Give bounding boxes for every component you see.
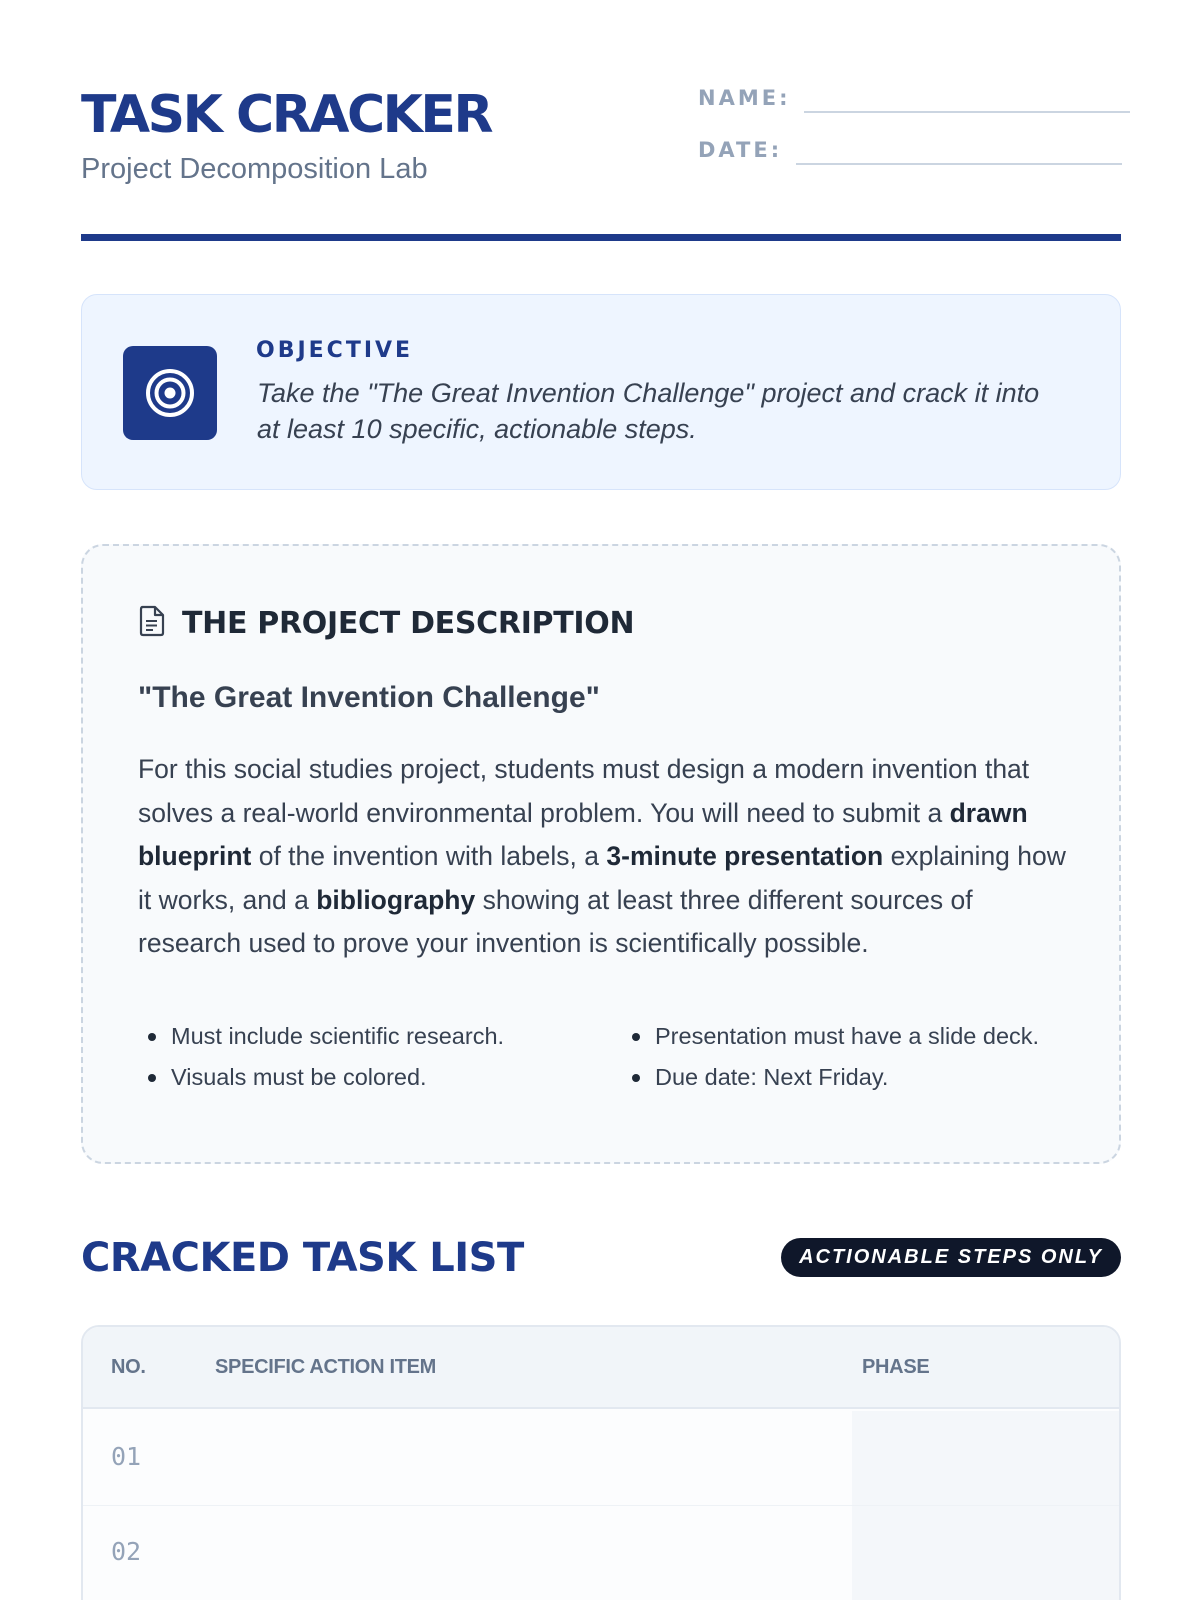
worksheet-subtitle: Project Decomposition Lab	[81, 153, 428, 185]
project-name: "The Great Invention Challenge"	[138, 681, 600, 714]
project-description-header	[138, 605, 634, 642]
date-label: DATE:	[698, 138, 783, 162]
objective-heading: OBJECTIVE	[256, 338, 414, 363]
row-number: 01	[111, 1442, 142, 1471]
list-item: Due date: Next Friday.	[623, 1057, 1039, 1098]
project-description-text: For this social studies project, students must design a modern invention that solves a real-world environmental problem. You will need to submit a drawn blueprint of the invention with labels, a 3-minute presentation explaining how it works, and a bibliography showing at least three different sources of research used to prove your invention is scientifically possible.	[138, 754, 1066, 959]
name-field	[698, 85, 1130, 111]
project-description-card	[81, 544, 1121, 1164]
task-table	[81, 1325, 1121, 1600]
objective-text: Take the "The Great Invention Challenge" project and crack it into at least 10 specific, actionable steps.	[257, 378, 1040, 444]
row-number: 02	[111, 1537, 142, 1566]
phase-cell[interactable]	[852, 1506, 1121, 1600]
column-header-phase: PHASE	[862, 1356, 930, 1378]
list-item: Visuals must be colored.	[139, 1057, 504, 1098]
action-item-cell[interactable]	[215, 1506, 845, 1600]
list-item: Must include scientific research.	[139, 1016, 504, 1057]
bibliography-requirement: bibliography	[316, 884, 476, 915]
action-item-cell[interactable]	[215, 1411, 845, 1506]
objective-card	[81, 294, 1121, 490]
list-item: Presentation must have a slide deck.	[623, 1016, 1039, 1057]
table-row	[83, 1506, 1119, 1600]
phase-cell[interactable]	[852, 1411, 1121, 1506]
date-field	[698, 137, 1122, 163]
column-header-action: SPECIFIC ACTION ITEM	[215, 1356, 437, 1378]
presentation-requirement: 3-minute presentation	[606, 841, 884, 872]
blueprint-requirement: drawn blueprint	[138, 797, 1028, 872]
name-input-line[interactable]	[804, 111, 1130, 113]
worksheet-title: TASK CRACKER	[81, 85, 491, 145]
requirements-list-left	[139, 1016, 504, 1097]
task-table-header	[83, 1327, 1119, 1409]
name-label: NAME:	[698, 86, 791, 110]
task-list-title: CRACKED TASK LIST	[81, 1235, 524, 1281]
date-input-line[interactable]	[796, 163, 1122, 165]
table-row	[83, 1411, 1119, 1506]
project-description-heading: THE PROJECT DESCRIPTION	[182, 605, 635, 641]
target-icon	[123, 346, 217, 440]
column-header-number: NO.	[111, 1356, 146, 1378]
document-icon	[138, 605, 166, 642]
requirements-list-right	[623, 1016, 1039, 1097]
worksheet-header	[81, 84, 1121, 242]
header-divider	[81, 234, 1121, 241]
actionable-steps-badge: ACTIONABLE STEPS ONLY	[781, 1238, 1121, 1277]
